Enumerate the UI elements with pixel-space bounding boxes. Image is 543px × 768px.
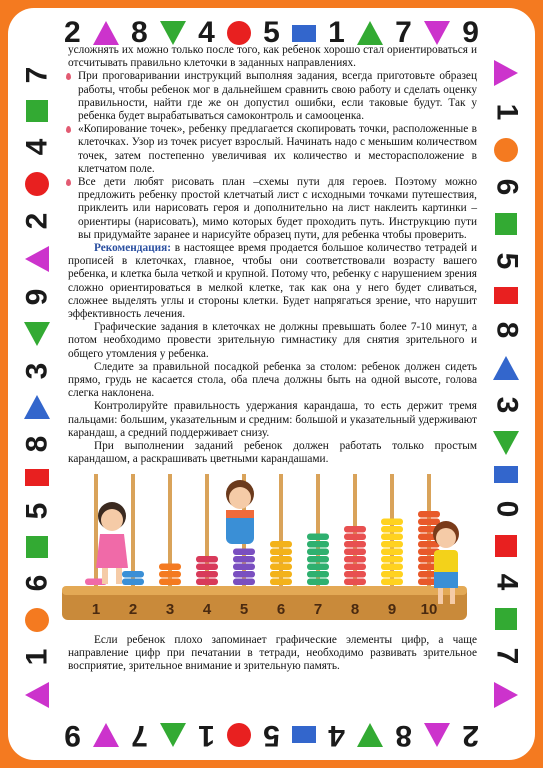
square-shape-icon bbox=[292, 25, 316, 42]
abacus-ring bbox=[233, 549, 255, 556]
abacus-ring bbox=[344, 541, 366, 548]
abacus-illustration bbox=[54, 468, 480, 628]
abacus-label: 1 bbox=[91, 601, 101, 618]
abacus-label: 8 bbox=[350, 601, 360, 618]
paragraph-intro: усложнять их можно только после того, как ребенок хорошо стал ориентироваться и отсчитывать правильно клеточки в заданных направлениях. bbox=[68, 44, 477, 70]
border-digit: 5 bbox=[263, 16, 280, 49]
paragraph-pencil-type: При выполнении заданий ребенок должен работать только простым карандашом, а раскрашивать цветными карандашами. bbox=[68, 440, 477, 466]
abacus-label: 2 bbox=[128, 601, 138, 618]
abacus-ring bbox=[233, 556, 255, 563]
paragraph-recommendation bbox=[68, 242, 477, 321]
border-left bbox=[16, 60, 58, 708]
border-digit: 1 bbox=[198, 719, 215, 752]
circle-shape-icon bbox=[25, 172, 49, 196]
abacus-ring bbox=[381, 526, 403, 533]
triangle-shape-icon bbox=[93, 21, 119, 45]
border-digit: 4 bbox=[198, 16, 215, 49]
square-shape-icon bbox=[494, 287, 518, 304]
abacus-ring bbox=[381, 549, 403, 556]
abacus-ring bbox=[307, 541, 329, 548]
abacus-ring bbox=[381, 579, 403, 586]
square-shape-icon bbox=[495, 535, 517, 557]
border-digit: 9 bbox=[64, 719, 81, 752]
abacus-label: 5 bbox=[239, 601, 249, 618]
border-digit: 6 bbox=[490, 179, 523, 196]
abacus-ring bbox=[381, 541, 403, 548]
triangle-shape-icon bbox=[493, 356, 519, 380]
border-digit: 7 bbox=[395, 16, 412, 49]
border-digit: 2 bbox=[462, 719, 479, 752]
square-shape-icon bbox=[494, 466, 518, 483]
triangle-shape-icon bbox=[160, 21, 186, 45]
border-digit: 3 bbox=[490, 396, 523, 414]
triangle-shape-icon bbox=[24, 322, 50, 346]
border-digit: 5 bbox=[20, 502, 53, 520]
abacus-ring bbox=[270, 556, 292, 563]
circle-shape-icon bbox=[227, 723, 251, 747]
abacus-ring bbox=[233, 579, 255, 586]
triangle-shape-icon bbox=[93, 723, 119, 747]
bullet-route-plan: Все дети любят рисовать план –схемы пути для героев. Поэтому можно предложить ребенку простой клетчатый лист с исходными точками путешествия, приклеить или нарисовать героя и дополнительно на лист наклеить картинки –ориентиры (нарисовать), мимо которых будет проходить путь. Инструкцию пути вы придумайте заранее и нарисуйте образец пути, для ребенка чтобы проверить. bbox=[68, 176, 477, 242]
abacus-ring bbox=[270, 564, 292, 571]
abacus-ring bbox=[196, 571, 218, 578]
square-shape-icon bbox=[495, 608, 517, 630]
border-digit: 2 bbox=[20, 212, 53, 230]
abacus-ring bbox=[196, 556, 218, 563]
square-shape-icon bbox=[25, 469, 49, 486]
abacus-ring bbox=[270, 549, 292, 556]
triangle-shape-icon bbox=[424, 21, 450, 45]
border-digit: 5 bbox=[263, 719, 280, 752]
abacus-label: 10 bbox=[420, 601, 438, 618]
abacus-ring bbox=[307, 571, 329, 578]
paragraph-pencil-grip: Контролируйте правильность удержания карандаша, то есть держит тремя пальцами: большим, указательным и средним: большой и указательный удерживают карандаш, а средний поддерживает снизу. bbox=[68, 400, 477, 439]
recommendation-label: Рекомендация: bbox=[94, 242, 172, 255]
abacus-ring bbox=[381, 534, 403, 541]
abacus-ring bbox=[344, 549, 366, 556]
abacus-ring bbox=[381, 556, 403, 563]
abacus-ring bbox=[344, 534, 366, 541]
abacus-ring bbox=[159, 564, 181, 571]
abacus-label: 9 bbox=[387, 601, 397, 618]
abacus-ring bbox=[344, 571, 366, 578]
abacus-label: 3 bbox=[165, 601, 175, 618]
abacus-ring bbox=[307, 549, 329, 556]
border-digit: 6 bbox=[20, 574, 53, 592]
border-digit: 1 bbox=[328, 16, 345, 49]
abacus-ring bbox=[196, 579, 218, 586]
abacus-rod bbox=[131, 474, 135, 586]
abacus-ring bbox=[307, 534, 329, 541]
abacus-label: 7 bbox=[313, 601, 323, 618]
triangle-shape-icon bbox=[493, 431, 519, 455]
bullet-copy-dots: «Копирование точек», ребенку предлагается скопировать точки, расположенные в клеточках. Узор из точек рисует взрослый. Начинать надо с меньшим количеством точек, затем постепенно увеличивая их количество и месторасположение в клетчатом поле. bbox=[68, 123, 477, 176]
triangle-shape-icon bbox=[24, 395, 50, 419]
triangle-shape-icon bbox=[494, 60, 518, 86]
abacus-ring bbox=[344, 564, 366, 571]
border-bottom bbox=[64, 714, 479, 756]
bullet-instructions: При проговаривании инструкций выполняя задания, всегда приготовьте образец работы, чтобы ребенок мог в дальнейшем сравнить свою работу и сделать оценку правильности, найти где же он допустил ошибки, если таковые будут. Так у ребенка будет вырабатываться самоконтроль и самооценка. bbox=[68, 70, 477, 123]
abacus-ring bbox=[159, 579, 181, 586]
abacus-base-top bbox=[62, 586, 467, 595]
border-digit: 9 bbox=[462, 16, 479, 49]
square-shape-icon bbox=[26, 100, 48, 122]
abacus-ring bbox=[122, 571, 144, 578]
border-right bbox=[485, 60, 527, 708]
square-shape-icon bbox=[495, 213, 517, 235]
abacus-ring bbox=[196, 564, 218, 571]
triangle-shape-icon bbox=[357, 723, 383, 747]
abacus-ring bbox=[270, 579, 292, 586]
border-digit: 8 bbox=[20, 436, 53, 453]
border-digit: 7 bbox=[131, 719, 148, 752]
triangle-shape-icon bbox=[424, 723, 450, 747]
abacus-ring bbox=[344, 556, 366, 563]
circle-shape-icon bbox=[494, 138, 518, 162]
triangle-shape-icon bbox=[160, 723, 186, 747]
border-digit: 4 bbox=[20, 138, 53, 156]
border-digit: 4 bbox=[328, 719, 345, 752]
abacus-ring bbox=[381, 571, 403, 578]
border-digit: 1 bbox=[20, 648, 53, 666]
abacus-ring bbox=[233, 564, 255, 571]
border-digit: 7 bbox=[20, 66, 53, 84]
abacus-ring bbox=[381, 519, 403, 526]
border-digit: 8 bbox=[490, 321, 523, 339]
square-shape-icon bbox=[26, 536, 48, 558]
abacus-ring bbox=[270, 541, 292, 548]
abacus-rod bbox=[94, 474, 98, 586]
paragraph-posture: Следите за правильной посадкой ребенка за столом: ребенок должен сидеть прямо, грудь не касается стола, оба плеча должны быть на одной высоте, голова слегка наклонена. bbox=[68, 360, 477, 400]
triangle-shape-icon bbox=[25, 246, 49, 272]
abacus-ring bbox=[159, 571, 181, 578]
border-digit: 9 bbox=[20, 288, 53, 305]
abacus-ring bbox=[307, 556, 329, 563]
triangle-shape-icon bbox=[494, 682, 518, 708]
abacus-ring bbox=[122, 579, 144, 586]
abacus-label: 6 bbox=[276, 601, 286, 618]
square-shape-icon bbox=[292, 727, 316, 744]
abacus-ring bbox=[381, 564, 403, 571]
triangle-shape-icon bbox=[25, 682, 49, 708]
abacus-ring bbox=[344, 526, 366, 533]
recommendation-text: в настоящее время продается большое количество тетрадей и прописей в клеточках, главное, чтобы они соответствовали возрасту вашего ребенка, и клетка была четкой и крупной. Потому что, ребенку с нарушением зрения сложно ориентироваться в мелкой клетке, так как она у него будет сливаться, сложнее выделять углы и стороны клетки. Будет напрягаться зрение, что нарушит эффективность лечения. bbox=[68, 242, 477, 321]
circle-shape-icon bbox=[25, 608, 49, 632]
triangle-shape-icon bbox=[357, 21, 383, 45]
boy-figure bbox=[226, 480, 254, 544]
circle-shape-icon bbox=[227, 21, 251, 45]
border-digit: 1 bbox=[490, 103, 523, 121]
abacus-ring bbox=[307, 579, 329, 586]
abacus-ring bbox=[418, 519, 440, 526]
abacus-label: 4 bbox=[202, 601, 212, 618]
border-digit: 5 bbox=[490, 252, 523, 270]
border-digit: 8 bbox=[395, 719, 412, 752]
border-digit: 0 bbox=[490, 500, 523, 518]
border-digit: 2 bbox=[64, 16, 81, 49]
border-digit: 8 bbox=[131, 16, 148, 49]
abacus-ring bbox=[270, 571, 292, 578]
abacus-ring bbox=[344, 579, 366, 586]
abacus-ring bbox=[307, 564, 329, 571]
border-digit: 4 bbox=[490, 574, 523, 591]
border-digit: 7 bbox=[490, 647, 523, 665]
abacus-ring bbox=[233, 571, 255, 578]
border-digit: 3 bbox=[20, 362, 53, 379]
abacus-ring bbox=[418, 511, 440, 518]
article-text bbox=[68, 44, 477, 467]
paragraph-time-limit: Графические задания в клеточках не должны превышать более 7-10 минут, а потом необходимо провести зрительную гимнастику для снятия зрительного и общего утомления у ребенка. bbox=[68, 321, 477, 360]
paragraph-memory: Если ребенок плохо запоминает графические элементы цифр, а чаще направление цифр при печатании в тетради, необходимо развивать зрительное восприятие, зрительное внимание и зрительную память. bbox=[68, 634, 477, 673]
